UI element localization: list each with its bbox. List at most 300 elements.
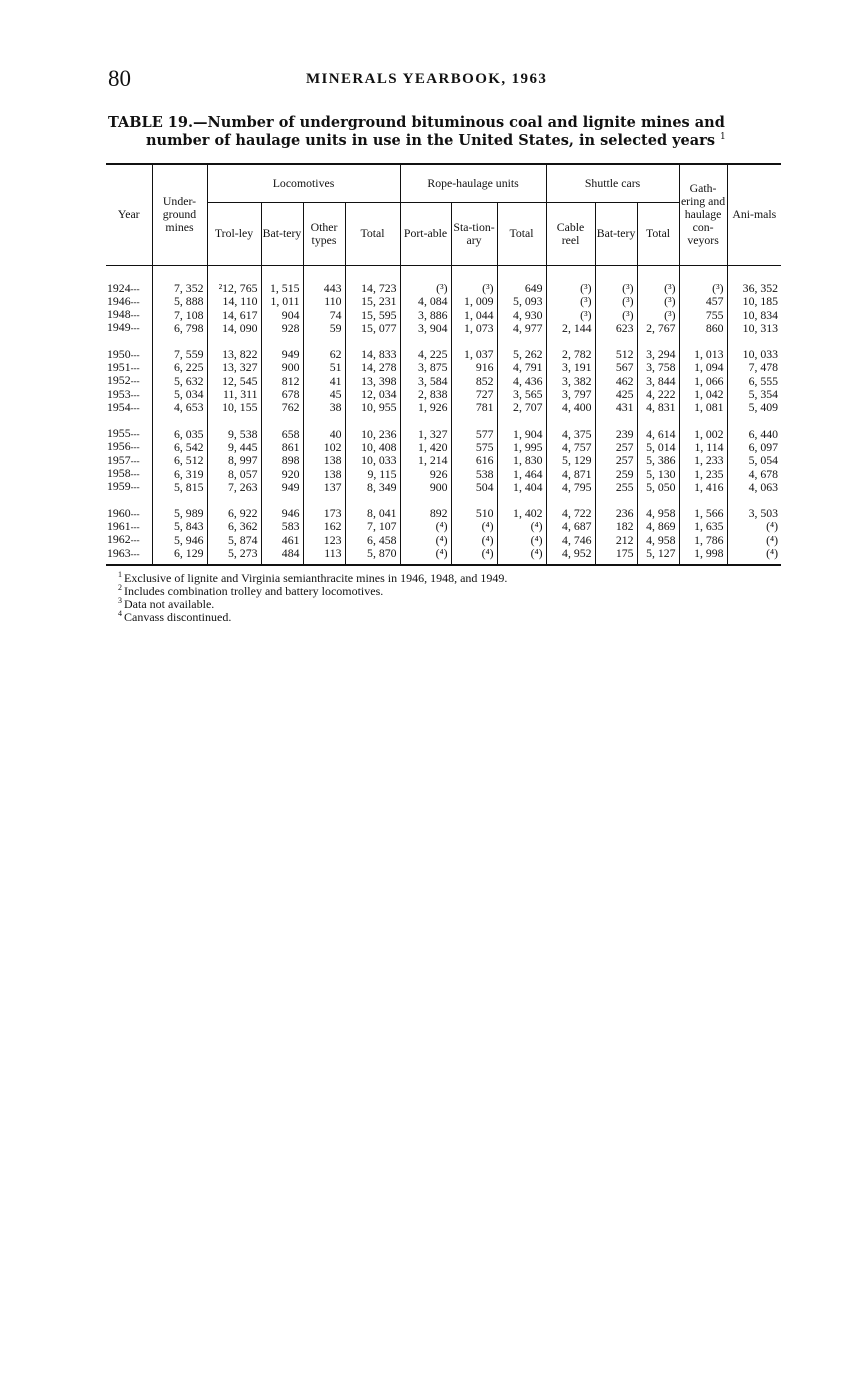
cell-year — [106, 361, 152, 374]
year-label: 1962 — [107, 532, 131, 547]
cell-cable-reel: 3, 382 — [546, 374, 595, 387]
spacer-cell — [679, 494, 727, 507]
header-trolley: Trol-ley — [207, 202, 261, 265]
year-label: 1960 — [107, 505, 131, 520]
cell-portable: 3, 904 — [400, 321, 451, 334]
cell-cable-reel: 4, 687 — [546, 520, 595, 533]
spacer-cell — [152, 414, 207, 427]
cell-stationary: 781 — [451, 401, 497, 414]
header-year: Year — [106, 164, 152, 265]
table-row — [106, 533, 781, 546]
group-spacer — [106, 494, 781, 507]
cell-animals: 10, 834 — [727, 308, 781, 321]
cell-trolley: 14, 617 — [207, 308, 261, 321]
spacer-cell — [345, 335, 400, 348]
cell-other-types: 443 — [303, 265, 345, 295]
cell-locomotives-total: 9, 115 — [345, 467, 400, 480]
cell-battery: 461 — [261, 533, 303, 546]
cell-locomotives-total: 14, 723 — [345, 265, 400, 295]
year-leader: --- — [130, 323, 140, 334]
cell-mines: 7, 352 — [152, 265, 207, 295]
cell-shuttle-battery: 512 — [595, 348, 637, 361]
spacer-cell — [679, 335, 727, 348]
spacer-cell — [400, 335, 451, 348]
cell-animals: 5, 409 — [727, 401, 781, 414]
cell-other-types: 162 — [303, 520, 345, 533]
cell-shuttle-battery: 255 — [595, 480, 637, 493]
cell-shuttle-total: 3, 294 — [637, 348, 679, 361]
cell-shuttle-battery: 425 — [595, 388, 637, 401]
cell-portable: 1, 327 — [400, 427, 451, 440]
year-leader: --- — [130, 535, 140, 546]
cell-cable-reel: 4, 757 — [546, 440, 595, 453]
year-label: 1963 — [107, 545, 131, 560]
cell-shuttle-battery: (³) — [595, 265, 637, 295]
cell-gathering-conveyors: 1, 416 — [679, 480, 727, 493]
cell-cable-reel: 2, 144 — [546, 321, 595, 334]
cell-cable-reel: 4, 400 — [546, 401, 595, 414]
cell-gathering-conveyors: 1, 002 — [679, 427, 727, 440]
cell-rope-total: 1, 904 — [497, 427, 546, 440]
spacer-cell — [303, 335, 345, 348]
spacer-cell — [345, 414, 400, 427]
cell-stationary: 616 — [451, 454, 497, 467]
cell-stationary: 1, 044 — [451, 308, 497, 321]
header-locomotives-total: Total — [345, 202, 400, 265]
cell-trolley: 5, 874 — [207, 533, 261, 546]
cell-stationary: 504 — [451, 480, 497, 493]
table-row — [106, 467, 781, 480]
cell-animals: 6, 097 — [727, 440, 781, 453]
cell-other-types: 102 — [303, 440, 345, 453]
spacer-cell — [303, 414, 345, 427]
cell-portable: 1, 420 — [400, 440, 451, 453]
table-row — [106, 401, 781, 414]
cell-cable-reel: 4, 722 — [546, 507, 595, 520]
cell-portable: (⁴) — [400, 520, 451, 533]
spacer-cell — [400, 414, 451, 427]
cell-rope-total: 4, 977 — [497, 321, 546, 334]
cell-locomotives-total: 10, 033 — [345, 454, 400, 467]
table-row — [106, 308, 781, 321]
cell-other-types: 173 — [303, 507, 345, 520]
cell-shuttle-total: 5, 014 — [637, 440, 679, 453]
cell-rope-total: 3, 565 — [497, 388, 546, 401]
cell-stationary: 727 — [451, 388, 497, 401]
cell-gathering-conveyors: 1, 094 — [679, 361, 727, 374]
cell-cable-reel: 3, 797 — [546, 388, 595, 401]
cell-gathering-conveyors: 860 — [679, 321, 727, 334]
spacer-cell — [451, 494, 497, 507]
spacer-cell — [207, 335, 261, 348]
cell-mines: 5, 815 — [152, 480, 207, 493]
page-header — [108, 66, 780, 96]
cell-stationary: 510 — [451, 507, 497, 520]
cell-stationary: (³) — [451, 265, 497, 295]
cell-mines: 5, 632 — [152, 374, 207, 387]
cell-mines: 6, 542 — [152, 440, 207, 453]
cell-shuttle-total: 4, 958 — [637, 533, 679, 546]
table-title-line-2-text: number of haulage units in use in the United States, in selected years — [146, 132, 715, 149]
cell-cable-reel: 2, 782 — [546, 348, 595, 361]
table-row — [106, 507, 781, 520]
cell-locomotives-total: 7, 107 — [345, 520, 400, 533]
cell-rope-total: 2, 707 — [497, 401, 546, 414]
spacer-cell — [451, 335, 497, 348]
table-title-line-2 — [108, 132, 788, 150]
cell-gathering-conveyors: 1, 233 — [679, 454, 727, 467]
header-shuttle-total: Total — [637, 202, 679, 265]
year-label: 1961 — [107, 518, 131, 533]
year-leader: --- — [130, 508, 140, 519]
cell-battery: 762 — [261, 401, 303, 414]
header-rope-total: Total — [497, 202, 546, 265]
cell-cable-reel: 4, 746 — [546, 533, 595, 546]
spacer-cell — [400, 494, 451, 507]
year-label: 1959 — [107, 479, 131, 494]
cell-shuttle-total: 5, 130 — [637, 467, 679, 480]
cell-gathering-conveyors: 1, 081 — [679, 401, 727, 414]
cell-trolley: ²12, 765 — [207, 265, 261, 295]
footnote: $^4$ Canvass discontinued. — [118, 609, 232, 624]
table-row — [106, 547, 781, 565]
cell-shuttle-total: 3, 844 — [637, 374, 679, 387]
table-row — [106, 265, 781, 295]
cell-trolley: 14, 110 — [207, 295, 261, 308]
cell-stationary: 1, 009 — [451, 295, 497, 308]
table-title — [108, 114, 788, 150]
spacer-cell — [303, 494, 345, 507]
cell-locomotives-total: 15, 595 — [345, 308, 400, 321]
cell-locomotives-total: 10, 236 — [345, 427, 400, 440]
cell-mines: 5, 888 — [152, 295, 207, 308]
cell-year — [106, 401, 152, 414]
cell-year — [106, 308, 152, 321]
cell-animals: 7, 478 — [727, 361, 781, 374]
spacer-cell — [637, 494, 679, 507]
year-label: 1954 — [107, 399, 131, 414]
cell-battery: 1, 011 — [261, 295, 303, 308]
spacer-cell — [451, 414, 497, 427]
spacer-cell — [546, 414, 595, 427]
cell-gathering-conveyors: 1, 635 — [679, 520, 727, 533]
cell-shuttle-battery: 431 — [595, 401, 637, 414]
cell-animals: 5, 354 — [727, 388, 781, 401]
cell-shuttle-battery: 182 — [595, 520, 637, 533]
cell-rope-total: 1, 402 — [497, 507, 546, 520]
year-leader: --- — [130, 389, 140, 400]
cell-other-types: 38 — [303, 401, 345, 414]
table-row — [106, 454, 781, 467]
cell-portable: 3, 875 — [400, 361, 451, 374]
spacer-cell — [727, 335, 781, 348]
cell-cable-reel: 4, 795 — [546, 480, 595, 493]
year-leader: --- — [130, 310, 140, 321]
cell-mines: 5, 843 — [152, 520, 207, 533]
cell-other-types: 45 — [303, 388, 345, 401]
spacer-cell — [261, 335, 303, 348]
header-cable-reel: Cable reel — [546, 202, 595, 265]
cell-animals: 36, 352 — [727, 265, 781, 295]
cell-portable: 1, 214 — [400, 454, 451, 467]
cell-battery: 900 — [261, 361, 303, 374]
cell-shuttle-total: 4, 958 — [637, 507, 679, 520]
cell-other-types: 41 — [303, 374, 345, 387]
year-leader: --- — [130, 376, 140, 387]
cell-gathering-conveyors: 1, 042 — [679, 388, 727, 401]
cell-portable: 3, 584 — [400, 374, 451, 387]
cell-portable: (⁴) — [400, 547, 451, 565]
cell-locomotives-total: 14, 278 — [345, 361, 400, 374]
cell-shuttle-battery: (³) — [595, 308, 637, 321]
cell-animals: (⁴) — [727, 520, 781, 533]
cell-year — [106, 427, 152, 440]
year-leader: --- — [130, 442, 140, 453]
table-body — [106, 265, 781, 565]
header-other-types: Other types — [303, 202, 345, 265]
haulage-table — [106, 163, 781, 566]
table-row — [106, 388, 781, 401]
cell-battery: 583 — [261, 520, 303, 533]
cell-locomotives-total: 10, 408 — [345, 440, 400, 453]
year-leader: --- — [130, 349, 140, 360]
cell-rope-total: 1, 830 — [497, 454, 546, 467]
group-spacer — [106, 335, 781, 348]
cell-shuttle-total: 4, 222 — [637, 388, 679, 401]
cell-battery: 678 — [261, 388, 303, 401]
cell-other-types: 123 — [303, 533, 345, 546]
cell-mines: 5, 989 — [152, 507, 207, 520]
cell-portable: 900 — [400, 480, 451, 493]
cell-trolley: 13, 327 — [207, 361, 261, 374]
cell-year — [106, 265, 152, 295]
cell-portable: 1, 926 — [400, 401, 451, 414]
cell-portable: 2, 838 — [400, 388, 451, 401]
cell-other-types: 137 — [303, 480, 345, 493]
cell-cable-reel: (³) — [546, 265, 595, 295]
cell-battery: 812 — [261, 374, 303, 387]
cell-year — [106, 374, 152, 387]
cell-shuttle-battery: 212 — [595, 533, 637, 546]
year-label: 1949 — [107, 320, 131, 335]
cell-gathering-conveyors: 1, 066 — [679, 374, 727, 387]
cell-shuttle-total: 5, 127 — [637, 547, 679, 565]
cell-locomotives-total: 13, 398 — [345, 374, 400, 387]
cell-rope-total: 5, 262 — [497, 348, 546, 361]
cell-trolley: 12, 545 — [207, 374, 261, 387]
cell-shuttle-total: 5, 386 — [637, 454, 679, 467]
year-leader: --- — [130, 469, 140, 480]
cell-gathering-conveyors: 755 — [679, 308, 727, 321]
cell-portable: (⁴) — [400, 533, 451, 546]
spacer-cell — [727, 494, 781, 507]
spacer-cell — [207, 494, 261, 507]
cell-stationary: 1, 037 — [451, 348, 497, 361]
spacer-cell — [595, 414, 637, 427]
table-row — [106, 361, 781, 374]
year-label: 1953 — [107, 386, 131, 401]
cell-trolley: 8, 057 — [207, 467, 261, 480]
year-label: 1958 — [107, 466, 131, 481]
cell-battery: 949 — [261, 480, 303, 493]
cell-locomotives-total: 15, 077 — [345, 321, 400, 334]
cell-stationary: 538 — [451, 467, 497, 480]
cell-year — [106, 533, 152, 546]
cell-cable-reel: 3, 191 — [546, 361, 595, 374]
cell-mines: 7, 108 — [152, 308, 207, 321]
year-leader: --- — [130, 521, 140, 532]
cell-shuttle-total: 5, 050 — [637, 480, 679, 493]
cell-animals: 10, 313 — [727, 321, 781, 334]
cell-locomotives-total: 6, 458 — [345, 533, 400, 546]
cell-locomotives-total: 5, 870 — [345, 547, 400, 565]
title-footnote-ref: 1 — [720, 132, 726, 143]
cell-rope-total: 4, 930 — [497, 308, 546, 321]
cell-mines: 6, 129 — [152, 547, 207, 565]
header-rope-haulage: Rope-haulage units — [400, 164, 546, 202]
cell-battery: 658 — [261, 427, 303, 440]
cell-trolley: 14, 090 — [207, 321, 261, 334]
header-portable: Port-able — [400, 202, 451, 265]
header-stationary: Sta-tion-ary — [451, 202, 497, 265]
cell-portable: 4, 084 — [400, 295, 451, 308]
footnotes — [118, 572, 507, 624]
cell-gathering-conveyors: (³) — [679, 265, 727, 295]
cell-animals: 4, 063 — [727, 480, 781, 493]
cell-rope-total: (⁴) — [497, 520, 546, 533]
cell-rope-total: 1, 404 — [497, 480, 546, 493]
spacer-cell — [152, 494, 207, 507]
cell-rope-total: 1, 464 — [497, 467, 546, 480]
cell-animals: 4, 678 — [727, 467, 781, 480]
spacer-cell — [546, 494, 595, 507]
cell-animals: 5, 054 — [727, 454, 781, 467]
cell-shuttle-battery: 257 — [595, 440, 637, 453]
cell-battery: 946 — [261, 507, 303, 520]
cell-stationary: (⁴) — [451, 547, 497, 565]
cell-shuttle-total: 4, 831 — [637, 401, 679, 414]
spacer-cell — [152, 335, 207, 348]
cell-cable-reel: (³) — [546, 308, 595, 321]
cell-shuttle-battery: 236 — [595, 507, 637, 520]
cell-gathering-conveyors: 1, 114 — [679, 440, 727, 453]
cell-trolley: 6, 922 — [207, 507, 261, 520]
cell-shuttle-battery: 257 — [595, 454, 637, 467]
cell-battery: 1, 515 — [261, 265, 303, 295]
cell-cable-reel: 5, 129 — [546, 454, 595, 467]
cell-gathering-conveyors: 1, 786 — [679, 533, 727, 546]
spacer-cell — [345, 494, 400, 507]
cell-trolley: 13, 822 — [207, 348, 261, 361]
cell-battery: 928 — [261, 321, 303, 334]
cell-year — [106, 547, 152, 565]
spacer-cell — [497, 335, 546, 348]
cell-shuttle-battery: 462 — [595, 374, 637, 387]
cell-animals: (⁴) — [727, 547, 781, 565]
cell-stationary: (⁴) — [451, 520, 497, 533]
cell-gathering-conveyors: 457 — [679, 295, 727, 308]
cell-year — [106, 507, 152, 520]
cell-battery: 949 — [261, 348, 303, 361]
cell-trolley: 7, 263 — [207, 480, 261, 493]
cell-year — [106, 295, 152, 308]
cell-shuttle-battery: 567 — [595, 361, 637, 374]
cell-mines: 4, 653 — [152, 401, 207, 414]
cell-battery: 904 — [261, 308, 303, 321]
cell-stationary: 916 — [451, 361, 497, 374]
table-title-line-1: TABLE 19.—Number of underground bituminous coal and lignite mines and — [108, 114, 725, 131]
cell-shuttle-total: 2, 767 — [637, 321, 679, 334]
cell-shuttle-battery: 175 — [595, 547, 637, 565]
cell-year — [106, 454, 152, 467]
spacer-cell — [595, 494, 637, 507]
cell-locomotives-total: 15, 231 — [345, 295, 400, 308]
year-leader: --- — [130, 455, 140, 466]
cell-shuttle-battery: (³) — [595, 295, 637, 308]
spacer-cell — [207, 414, 261, 427]
cell-shuttle-battery: 259 — [595, 467, 637, 480]
cell-animals: 6, 440 — [727, 427, 781, 440]
year-leader: --- — [130, 362, 140, 373]
spacer-cell — [637, 414, 679, 427]
cell-battery: 484 — [261, 547, 303, 565]
cell-mines: 5, 034 — [152, 388, 207, 401]
header-shuttle-cars: Shuttle cars — [546, 164, 679, 202]
cell-mines: 6, 225 — [152, 361, 207, 374]
year-leader: --- — [130, 402, 140, 413]
cell-animals: 10, 185 — [727, 295, 781, 308]
cell-mines: 6, 035 — [152, 427, 207, 440]
spacer-cell — [595, 335, 637, 348]
year-leader: --- — [130, 296, 140, 307]
cell-rope-total: 4, 791 — [497, 361, 546, 374]
cell-rope-total: 1, 995 — [497, 440, 546, 453]
cell-year — [106, 440, 152, 453]
cell-gathering-conveyors: 1, 013 — [679, 348, 727, 361]
table-row — [106, 321, 781, 334]
cell-trolley: 6, 362 — [207, 520, 261, 533]
year-label: 1955 — [107, 426, 131, 441]
cell-mines: 6, 798 — [152, 321, 207, 334]
spacer-cell — [637, 335, 679, 348]
cell-stationary: 852 — [451, 374, 497, 387]
cell-year — [106, 520, 152, 533]
cell-trolley: 9, 445 — [207, 440, 261, 453]
cell-animals: 3, 503 — [727, 507, 781, 520]
header-battery: Bat-tery — [261, 202, 303, 265]
cell-portable: 3, 886 — [400, 308, 451, 321]
cell-cable-reel: 4, 952 — [546, 547, 595, 565]
cell-cable-reel: 4, 871 — [546, 467, 595, 480]
cell-portable: 4, 225 — [400, 348, 451, 361]
cell-shuttle-battery: 239 — [595, 427, 637, 440]
header-gathering-conveyors: Gath-ering and haulage con-veyors — [679, 164, 727, 265]
table-row — [106, 520, 781, 533]
spacer-cell — [497, 494, 546, 507]
cell-shuttle-total: (³) — [637, 295, 679, 308]
year-leader: --- — [130, 429, 140, 440]
year-label: 1951 — [107, 359, 131, 374]
cell-year — [106, 467, 152, 480]
cell-portable: (³) — [400, 265, 451, 295]
table-row — [106, 348, 781, 361]
spacer-cell — [261, 414, 303, 427]
cell-other-types: 74 — [303, 308, 345, 321]
cell-other-types: 138 — [303, 467, 345, 480]
running-head: MINERALS YEARBOOK, 1963 — [306, 71, 548, 87]
cell-trolley: 5, 273 — [207, 547, 261, 565]
cell-stationary: (⁴) — [451, 533, 497, 546]
